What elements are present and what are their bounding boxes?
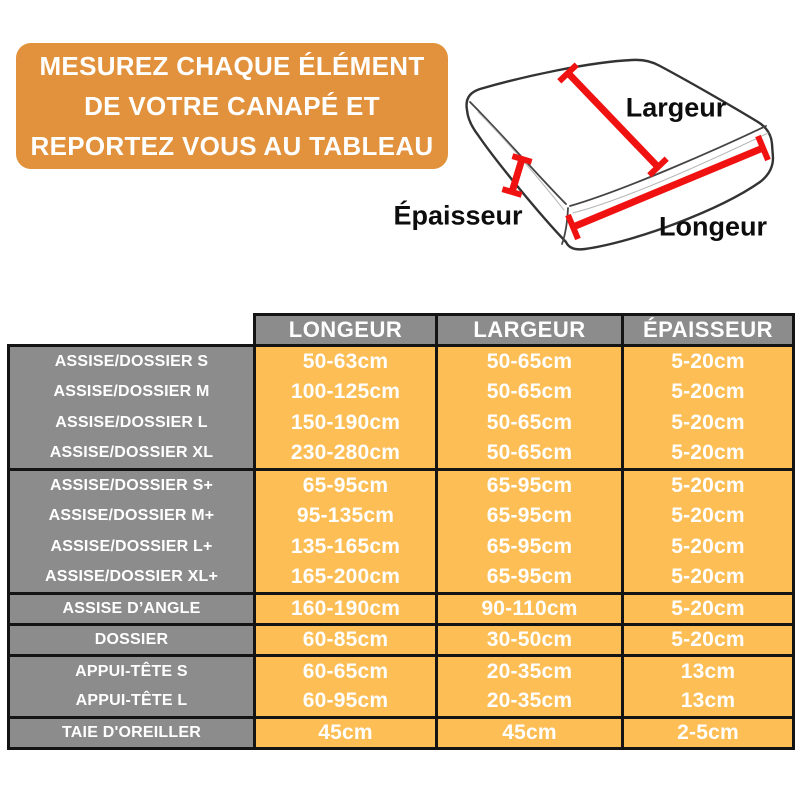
row-label-cell: ASSISE/DOSSIER S xyxy=(9,346,255,377)
cushion-diagram xyxy=(390,20,800,270)
longeur-value-cell: 65-95cm xyxy=(255,470,437,501)
row-label-cell: TAIE D'OREILLER xyxy=(9,718,255,749)
row-label-cell: ASSISE/DOSSIER M xyxy=(9,377,255,408)
banner-line-2: DE VOTRE CANAPÉ ET xyxy=(84,91,380,121)
largeur-value-cell: 50-65cm xyxy=(437,439,623,470)
size-table-row xyxy=(9,470,794,501)
epaisseur-value-cell: 2-5cm xyxy=(623,718,794,749)
largeur-value-cell: 90-110cm xyxy=(437,594,623,625)
epaisseur-value-cell: 5-20cm xyxy=(623,346,794,377)
epaisseur-value-cell: 5-20cm xyxy=(623,501,794,532)
row-label-cell: APPUI-TÊTE S xyxy=(9,656,255,687)
size-table-row xyxy=(9,594,794,625)
row-label-cell: DOSSIER xyxy=(9,625,255,656)
epaisseur-value-cell: 5-20cm xyxy=(623,532,794,563)
largeur-value-cell: 50-65cm xyxy=(437,377,623,408)
row-label-cell: APPUI-TÊTE L xyxy=(9,687,255,718)
size-table-row xyxy=(9,501,794,532)
longeur-value-cell: 50-63cm xyxy=(255,346,437,377)
longeur-value-cell: 60-95cm xyxy=(255,687,437,718)
size-table-row xyxy=(9,718,794,749)
largeur-value-cell: 20-35cm xyxy=(437,656,623,687)
size-table-row xyxy=(9,532,794,563)
measure-instruction-banner xyxy=(16,43,448,169)
size-table-row xyxy=(9,439,794,470)
header-longeur: LONGEUR xyxy=(255,315,437,346)
row-label-cell: ASSISE/DOSSIER XL+ xyxy=(9,563,255,594)
longeur-value-cell: 45cm xyxy=(255,718,437,749)
row-label-cell: ASSISE/DOSSIER L xyxy=(9,408,255,439)
row-label-cell: ASSISE/DOSSIER S+ xyxy=(9,470,255,501)
longeur-value-cell: 100-125cm xyxy=(255,377,437,408)
longeur-value-cell: 60-85cm xyxy=(255,625,437,656)
header-epaisseur: ÉPAISSEUR xyxy=(623,315,794,346)
row-label-cell: ASSISE/DOSSIER M+ xyxy=(9,501,255,532)
epaisseur-value-cell: 5-20cm xyxy=(623,377,794,408)
epaisseur-dimension-cap-bottom xyxy=(502,189,521,195)
largeur-value-cell: 65-95cm xyxy=(437,470,623,501)
table-corner-cell xyxy=(9,315,255,346)
epaisseur-value-cell: 5-20cm xyxy=(623,563,794,594)
largeur-value-cell: 50-65cm xyxy=(437,346,623,377)
largeur-value-cell: 20-35cm xyxy=(437,687,623,718)
epaisseur-value-cell: 13cm xyxy=(623,687,794,718)
longeur-value-cell: 165-200cm xyxy=(255,563,437,594)
largeur-value-cell: 65-95cm xyxy=(437,501,623,532)
banner-line-3: REPORTEZ VOUS AU TABLEAU xyxy=(30,131,434,161)
longeur-value-cell: 160-190cm xyxy=(255,594,437,625)
size-table-header xyxy=(9,315,794,346)
longeur-value-cell: 135-165cm xyxy=(255,532,437,563)
largeur-value-cell: 65-95cm xyxy=(437,563,623,594)
size-table-row xyxy=(9,563,794,594)
banner-line-1: MESUREZ CHAQUE ÉLÉMENT xyxy=(39,51,425,81)
row-label-cell: ASSISE D’ANGLE xyxy=(9,594,255,625)
size-table-body xyxy=(9,346,794,749)
longeur-value-cell: 150-190cm xyxy=(255,408,437,439)
longeur-value-cell: 230-280cm xyxy=(255,439,437,470)
row-label-cell: ASSISE/DOSSIER XL xyxy=(9,439,255,470)
longeur-value-cell: 60-65cm xyxy=(255,656,437,687)
largeur-value-cell: 45cm xyxy=(437,718,623,749)
size-table-row xyxy=(9,377,794,408)
epaisseur-value-cell: 5-20cm xyxy=(623,594,794,625)
row-label-cell: ASSISE/DOSSIER L+ xyxy=(9,532,255,563)
epaisseur-value-cell: 5-20cm xyxy=(623,470,794,501)
size-table-row xyxy=(9,687,794,718)
size-table-row xyxy=(9,625,794,656)
epaisseur-value-cell: 5-20cm xyxy=(623,408,794,439)
epaisseur-value-cell: 5-20cm xyxy=(623,625,794,656)
largeur-value-cell: 30-50cm xyxy=(437,625,623,656)
size-table-row xyxy=(9,656,794,687)
epaisseur-value-cell: 13cm xyxy=(623,656,794,687)
epaisseur-value-cell: 5-20cm xyxy=(623,439,794,470)
longeur-value-cell: 95-135cm xyxy=(255,501,437,532)
header-largeur: LARGEUR xyxy=(437,315,623,346)
epaisseur-label: Épaisseur xyxy=(393,200,523,231)
longeur-label: Longeur xyxy=(659,211,767,242)
size-table xyxy=(7,313,795,750)
size-table-row xyxy=(9,408,794,439)
largeur-value-cell: 65-95cm xyxy=(437,532,623,563)
largeur-label: Largeur xyxy=(625,92,727,123)
largeur-value-cell: 50-65cm xyxy=(437,408,623,439)
size-table-row xyxy=(9,346,794,377)
header-row xyxy=(9,315,794,346)
